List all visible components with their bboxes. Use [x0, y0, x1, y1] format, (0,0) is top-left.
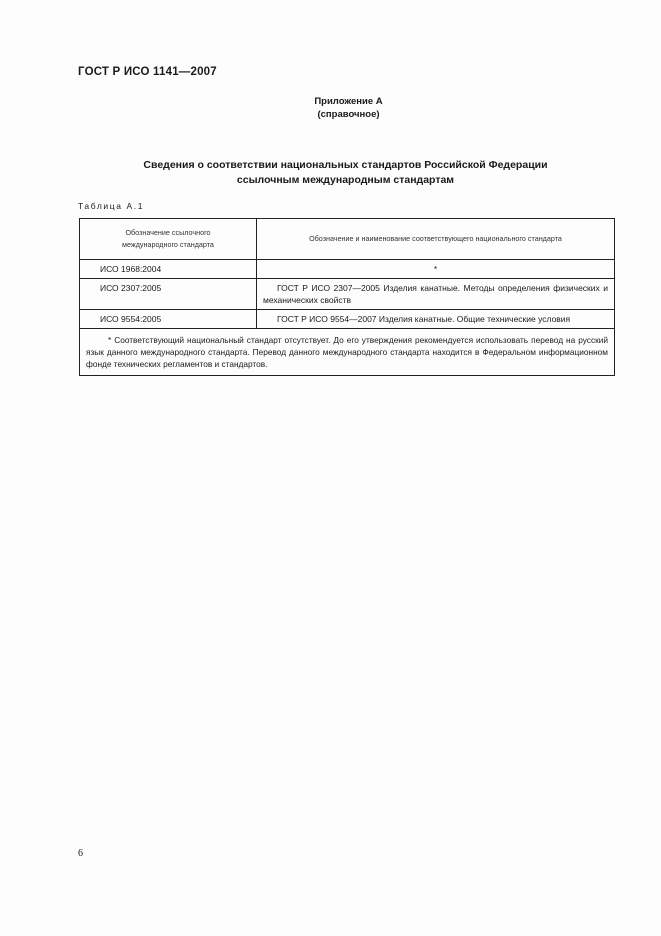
footnote-text: * Соответствующий национальный стандарт отсутствует. До его утверждения рекомендуется использовать перевод на русский язык данного международного стандарта. Перевод данного международного стандарта находится в Федеральном информационном фонде технических регламентов и стандартов. [86, 335, 608, 369]
header-col1-line1: Обозначение ссылочного [125, 228, 211, 237]
annex-label: Приложение А [314, 96, 383, 107]
annex-heading [0, 95, 661, 121]
section-title-line1: Сведения о соответствии национальных стандартов Российской Федерации [143, 159, 548, 171]
header-referenced-standard [80, 219, 257, 260]
annex-type: (справочное) [317, 109, 380, 120]
row-code: ИСО 2307:2005 [80, 279, 257, 310]
table-footnote-row [80, 329, 615, 376]
section-title-line2: ссылочным международным стандартам [236, 174, 455, 186]
page-number: 6 [78, 848, 83, 859]
row-code: ИСО 9554:2005 [80, 310, 257, 329]
header-national-standard: Обозначение и наименование соответствующего национального стандарта [257, 219, 615, 260]
table-row [80, 310, 615, 329]
header-col1-line2: международного стандарта [122, 240, 214, 249]
row-code: ИСО 1968:2004 [80, 260, 257, 279]
table-row [80, 260, 615, 279]
standards-table [79, 218, 615, 376]
row-name-text: ГОСТ Р ИСО 2307—2005 Изделия канатные. Методы определения физических и механических свойств [263, 283, 608, 305]
row-name-text: ГОСТ Р ИСО 9554—2007 Изделия канатные. Общие технические условия [277, 314, 571, 324]
table-caption: Таблица А.1 [78, 201, 145, 211]
row-name [257, 310, 615, 329]
row-name: * [257, 260, 615, 279]
section-title [0, 158, 661, 188]
table-footnote [80, 329, 615, 376]
table-row [80, 279, 615, 310]
document-code: ГОСТ Р ИСО 1141—2007 [78, 66, 217, 78]
table-header-row [80, 219, 615, 260]
row-name [257, 279, 615, 310]
